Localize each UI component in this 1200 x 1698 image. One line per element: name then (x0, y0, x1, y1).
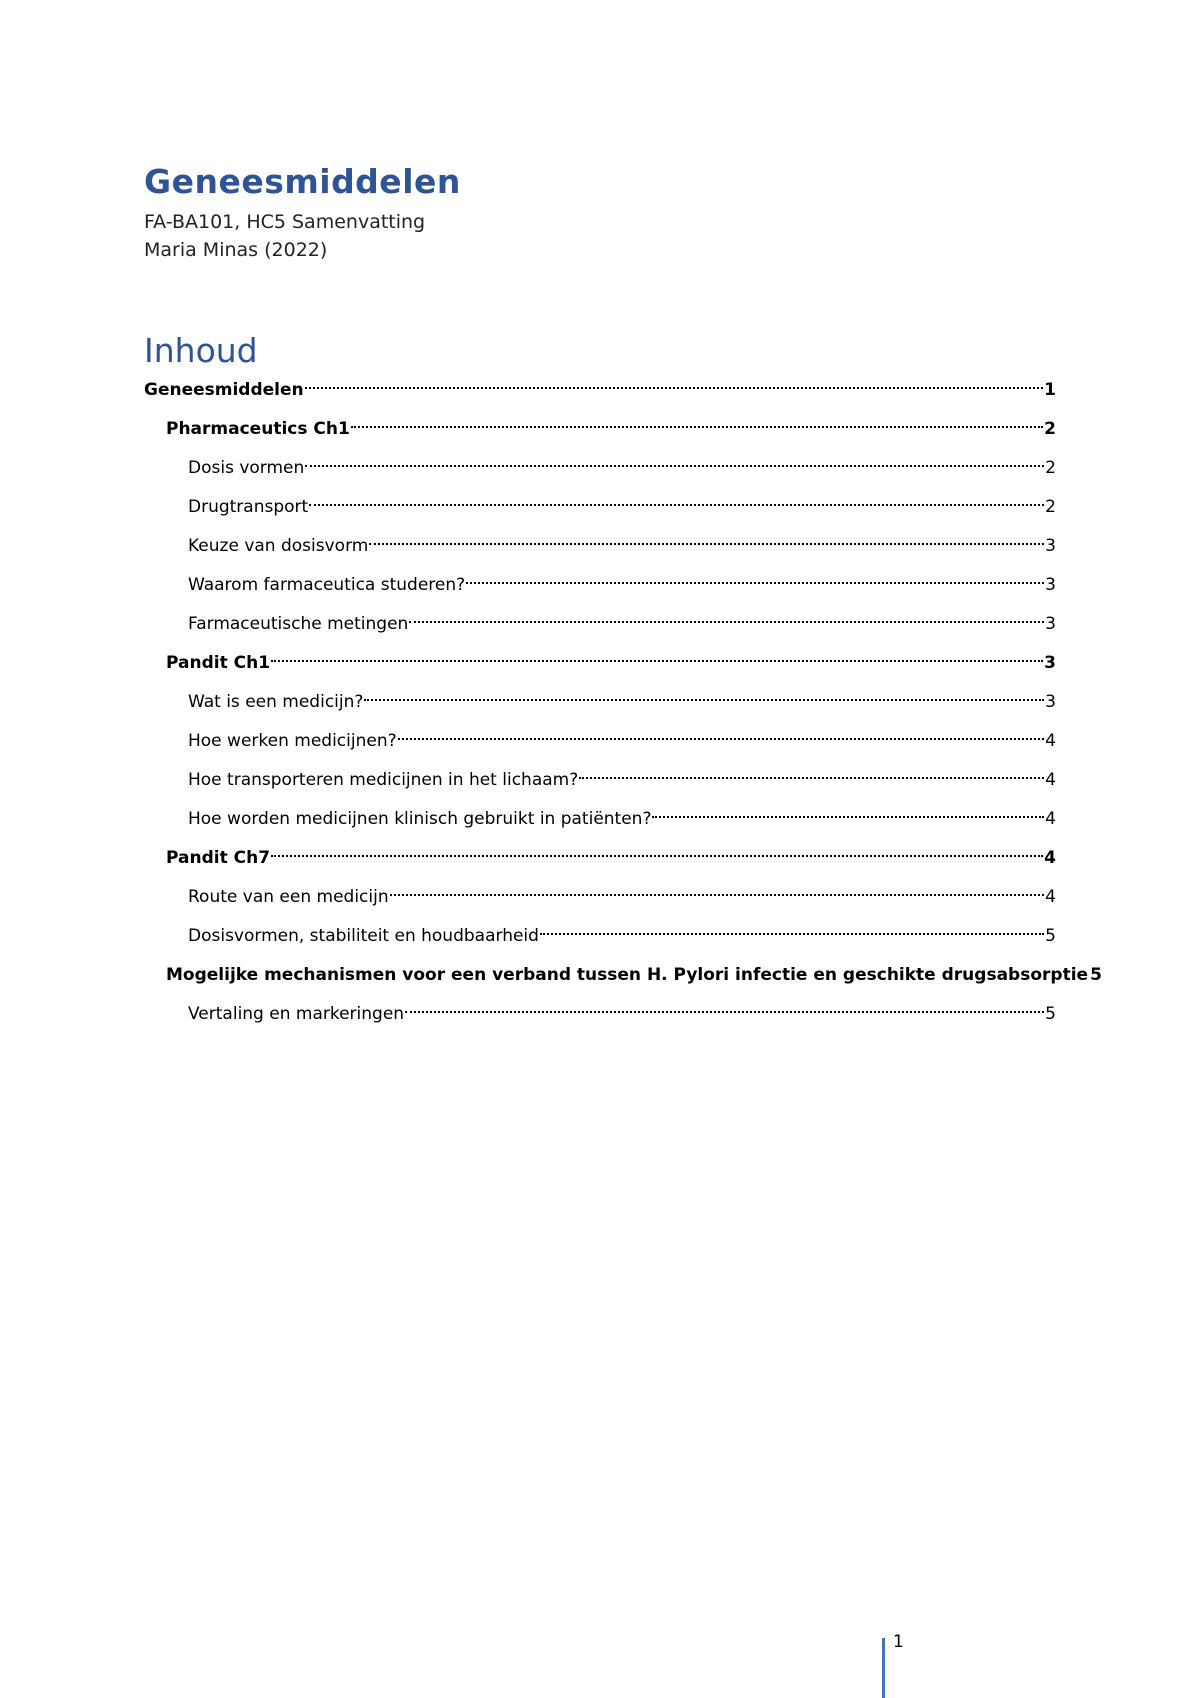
toc-dot-leader (405, 1011, 1044, 1013)
toc-entry[interactable] (144, 377, 1056, 403)
toc-dot-leader (271, 855, 1043, 857)
toc-heading: Inhoud (144, 331, 258, 370)
toc-entry-text: Hoe werken medicijnen? (188, 731, 397, 751)
toc-entry-page-number: 3 (1045, 575, 1056, 595)
toc-entry-text: Waarom farmaceutica studeren? (188, 575, 466, 595)
toc-entry-text: Keuze van dosisvorm (188, 536, 369, 556)
toc-entry-text: Dosisvormen, stabiliteit en houdbaarheid (188, 926, 539, 946)
toc-dot-leader (305, 465, 1044, 467)
toc-entry-page-number: 3 (1045, 614, 1056, 634)
toc-entry-page-number: 5 (1090, 965, 1102, 985)
toc-entry-text: Dosis vormen (188, 458, 305, 478)
document-subtitle: FA-BA101, HC5 Samenvatting (144, 211, 426, 233)
toc-entry[interactable] (144, 806, 1056, 832)
toc-dot-leader (540, 933, 1044, 935)
page-number: 1 (893, 1632, 904, 1652)
toc-entry-page-number: 4 (1045, 770, 1056, 790)
toc-entry-page-number: 4 (1045, 887, 1056, 907)
toc-dot-leader (271, 660, 1043, 662)
toc-entry-text: Wat is een medicijn? (188, 692, 364, 712)
toc-entry-text: Drugtransport (188, 497, 309, 517)
toc-entry-text: Farmaceutische metingen (188, 614, 409, 634)
toc-entry-text: Route van een medicijn (188, 887, 389, 907)
toc-entry-page-number: 4 (1044, 848, 1056, 868)
toc-entry-page-number: 1 (1044, 380, 1056, 400)
toc-entry-page-number: 2 (1045, 497, 1056, 517)
toc-entry[interactable] (144, 923, 1056, 949)
toc-entry-text: Hoe transporteren medicijnen in het lichaam? (188, 770, 579, 790)
toc-entry[interactable] (144, 494, 1056, 520)
toc-entry-text: Pharmaceutics Ch1 (166, 419, 350, 439)
toc-dot-leader (351, 426, 1043, 428)
toc-entry-text: Pandit Ch1 (166, 653, 271, 673)
toc-entry-page-number: 2 (1044, 419, 1056, 439)
toc-dot-leader (652, 816, 1044, 818)
toc-dot-leader (398, 738, 1045, 740)
toc-entry-text: Mogelijke mechanismen voor een verband tussen H. Pylori infectie en geschikte drugsabsorptie (166, 965, 1089, 985)
document-author: Maria Minas (2022) (144, 239, 328, 261)
toc-dot-leader (390, 894, 1045, 896)
toc-entry-page-number: 3 (1045, 692, 1056, 712)
toc-entry-page-number: 2 (1045, 458, 1056, 478)
toc-entry[interactable] (144, 689, 1056, 715)
toc-entry-text: Vertaling en markeringen (188, 1004, 405, 1024)
toc-entry-page-number: 3 (1045, 536, 1056, 556)
toc-entry[interactable] (144, 884, 1056, 910)
toc-entry-text: Pandit Ch7 (166, 848, 271, 868)
toc-entry[interactable] (144, 962, 1102, 988)
toc-dot-leader (305, 387, 1044, 389)
toc-entry[interactable] (144, 416, 1056, 442)
toc-entry[interactable] (144, 455, 1056, 481)
toc-entry-page-number: 4 (1045, 809, 1056, 829)
toc-entry[interactable] (144, 767, 1056, 793)
toc-entry-text: Hoe worden medicijnen klinisch gebruikt in patiënten? (188, 809, 652, 829)
toc-dot-leader (364, 699, 1044, 701)
toc-dot-leader (579, 777, 1044, 779)
toc-dot-leader (309, 504, 1044, 506)
toc-entry[interactable] (144, 611, 1056, 637)
toc-entry[interactable] (144, 728, 1056, 754)
toc-entry-page-number: 3 (1044, 653, 1056, 673)
page-number-accent-bar (882, 1638, 885, 1698)
toc-entry-page-number: 5 (1045, 1004, 1056, 1024)
toc-dot-leader (409, 621, 1044, 623)
toc-entry[interactable] (144, 572, 1056, 598)
toc-entry[interactable] (144, 650, 1056, 676)
toc-dot-leader (466, 582, 1044, 584)
document-title: Geneesmiddelen (144, 162, 461, 201)
toc-entry[interactable] (144, 845, 1056, 871)
toc-entry-page-number: 4 (1045, 731, 1056, 751)
toc-entry[interactable] (144, 533, 1056, 559)
toc-dot-leader (369, 543, 1044, 545)
toc-entry[interactable] (144, 1001, 1056, 1027)
toc-entry-page-number: 5 (1045, 926, 1056, 946)
toc-entry-text: Geneesmiddelen (144, 380, 304, 400)
